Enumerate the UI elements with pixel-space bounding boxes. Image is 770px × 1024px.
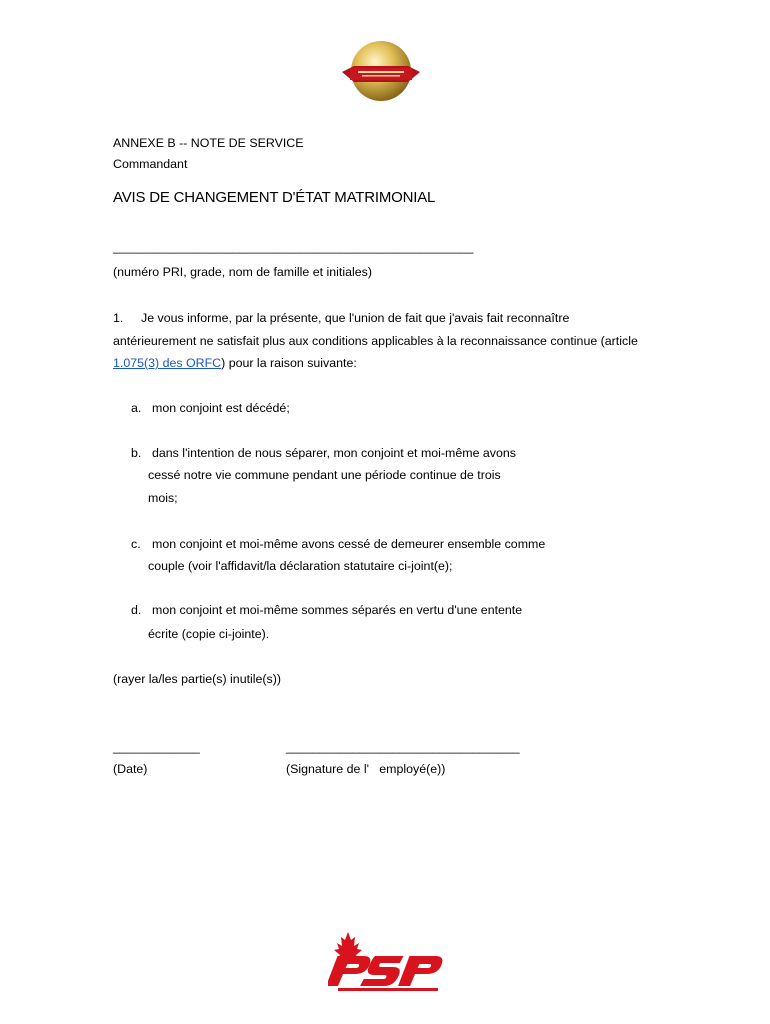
option-b-line2: cessé notre vie commune pendant une période continue de trois bbox=[148, 468, 501, 482]
para1-number: 1. bbox=[113, 311, 124, 325]
option-c-letter: c. bbox=[131, 537, 141, 551]
date-line[interactable]: _____________ bbox=[113, 740, 200, 754]
orfc-link[interactable]: 1.075(3) des ORFC bbox=[113, 356, 222, 370]
page-title: AVIS DE CHANGEMENT D'ÉTAT MATRIMONIAL bbox=[113, 189, 436, 206]
option-a-line1: mon conjoint est décédé; bbox=[152, 401, 290, 415]
option-b-line1: dans l'intention de nous séparer, mon conjoint et moi-même avons bbox=[152, 446, 516, 460]
option-d-letter: d. bbox=[131, 603, 142, 617]
option-c-line2: couple (voir l'affidavit/la déclaration statutaire ci-joint(e); bbox=[148, 559, 453, 573]
signature-line[interactable]: ___________________________________ bbox=[286, 740, 520, 754]
strike-note: (rayer la/les partie(s) inutile(s)) bbox=[113, 672, 281, 686]
annex-label: ANNEXE B -- NOTE DE SERVICE bbox=[113, 136, 304, 150]
option-b-line3: mois; bbox=[148, 491, 178, 505]
id-input-line[interactable]: ______________________________________________________ bbox=[113, 240, 474, 254]
option-d-line2: écrite (copie ci-jointe). bbox=[148, 627, 270, 641]
date-label: (Date) bbox=[113, 762, 148, 776]
recipient: Commandant bbox=[113, 157, 188, 171]
option-b-letter: b. bbox=[131, 446, 142, 460]
para1-line1: Je vous informe, par la présente, que l'union de fait que j'avais fait reconnaître bbox=[141, 311, 570, 325]
seal-logo bbox=[336, 38, 426, 108]
option-a-letter: a. bbox=[131, 401, 142, 415]
option-d-line1: mon conjoint et moi-même sommes séparés en vertu d'une entente bbox=[152, 603, 523, 617]
para1-line3 bbox=[113, 356, 357, 370]
signature-label: (Signature de l' employé(e)) bbox=[286, 762, 446, 776]
id-caption: (numéro PRI, grade, nom de famille et initiales) bbox=[113, 265, 372, 279]
option-c-line1: mon conjoint et moi-même avons cessé de demeurer ensemble comme bbox=[152, 537, 546, 551]
psp-logo bbox=[328, 930, 446, 996]
para1-line2: antérieurement ne satisfait plus aux conditions applicables à la reconnaissance continue (article bbox=[113, 334, 638, 348]
para1-line3-rest: ) pour la raison suivante: bbox=[221, 356, 357, 370]
